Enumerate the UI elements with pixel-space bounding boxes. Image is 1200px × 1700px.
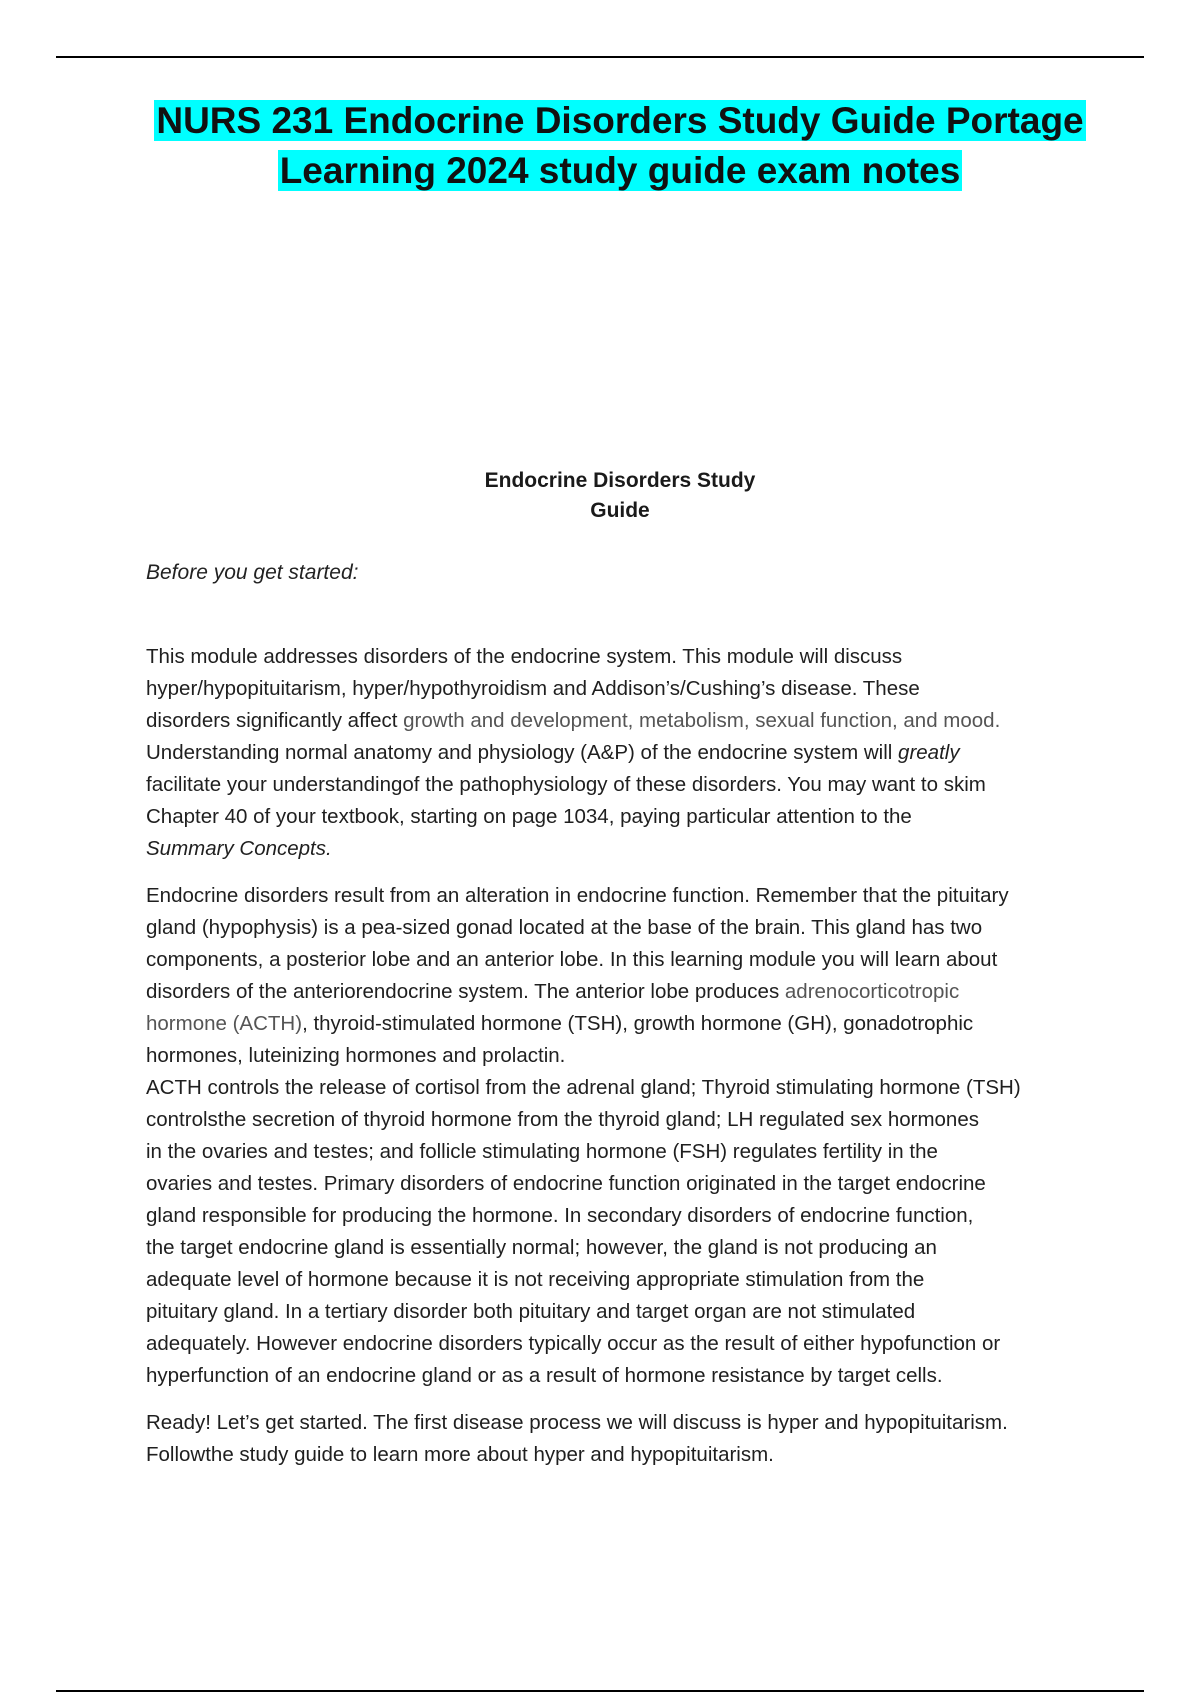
text-segment: disorders significantly affect — [146, 709, 404, 732]
text-line — [146, 737, 1106, 769]
title-line-1: NURS 231 Endocrine Disorders Study Guide Portage — [156, 100, 1084, 141]
text-line: adequate level of hormone because it is not receiving appropriate stimulation from the — [146, 1268, 925, 1291]
text-line: pituitary gland. In a tertiary disorder both pituitary and target organ are not stimulated — [146, 1300, 916, 1323]
text-line: ACTH controls the release of cortisol from the adrenal gland; Thyroid stimulating hormone (TSH) — [146, 1076, 1021, 1099]
intro-label: Before you get started: — [146, 561, 359, 584]
text-line: Ready! Let’s get started. The first disease process we will discuss is hyper and hypopituitarism. — [146, 1411, 1008, 1434]
paragraph-intro — [146, 641, 1106, 865]
top-rule — [56, 56, 1144, 58]
emphasis-greatly: greatly — [898, 741, 960, 764]
paragraph-endocrine-disorders — [146, 880, 1106, 1392]
emphasis-summary-concepts: Summary Concepts. — [146, 837, 332, 860]
text-segment: , thyroid-stimulated hormone (TSH), growth hormone (GH), gonadotrophic — [302, 1012, 974, 1035]
text-line: This module addresses disorders of the endocrine system. This module will discuss — [146, 645, 903, 668]
text-line: Followthe study guide to learn more about hyper and hypopituitarism. — [146, 1443, 774, 1466]
text-line: facilitate your understandingof the pathophysiology of these disorders. You may want to skim — [146, 773, 986, 796]
section-heading — [420, 466, 820, 526]
text-line: ovaries and testes. Primary disorders of endocrine function originated in the target endocrine — [146, 1172, 986, 1195]
text-segment: disorders of the anteriorendocrine system. The anterior lobe produces — [146, 980, 785, 1003]
text-line — [146, 705, 1106, 737]
text-line — [146, 976, 1106, 1008]
text-line: Endocrine disorders result from an alteration in endocrine function. Remember that the pituitary — [146, 884, 1009, 907]
section-heading-line-2: Guide — [590, 499, 650, 522]
section-heading-line-1: Endocrine Disorders Study — [484, 469, 756, 492]
text-line: components, a posterior lobe and an anterior lobe. In this learning module you will learn about — [146, 948, 998, 971]
text-line: the target endocrine gland is essentially normal; however, the gland is not producing an — [146, 1236, 937, 1259]
text-line: hyper/hypopituitarism, hyper/hypothyroidism and Addison’s/Cushing’s disease. These — [146, 677, 920, 700]
bottom-rule — [56, 1690, 1144, 1692]
text-line: Chapter 40 of your textbook, starting on page 1034, paying particular attention to the — [146, 805, 912, 828]
text-segment-soft: adrenocorticotropic — [784, 980, 960, 1003]
text-line: in the ovaries and testes; and follicle stimulating hormone (FSH) regulates fertility in the — [146, 1140, 938, 1163]
text-segment-soft: hormone (ACTH) — [146, 1012, 303, 1035]
text-line: adequately. However endocrine disorders typically occur as the result of either hypofunction or — [146, 1332, 1001, 1355]
title-line-2: Learning 2024 study guide exam notes — [279, 150, 961, 191]
text-line — [146, 833, 1106, 865]
text-line: hyperfunction of an endocrine gland or as a result of hormone resistance by target cells. — [146, 1364, 943, 1387]
text-line: controlsthe secretion of thyroid hormone from the thyroid gland; LH regulated sex hormones — [146, 1108, 979, 1131]
text-line — [146, 1008, 1106, 1040]
paragraph-get-started — [146, 1407, 1106, 1471]
text-segment-soft: growth and development, metabolism, sexual function, and mood. — [403, 709, 1001, 732]
document-title — [120, 96, 1120, 196]
text-line: hormones, luteinizing hormones and prolactin. — [146, 1044, 566, 1067]
text-segment: Understanding normal anatomy and physiology (A&P) of the endocrine system will — [146, 741, 899, 764]
text-line: gland responsible for producing the hormone. In secondary disorders of endocrine function, — [146, 1204, 974, 1227]
text-line: gland (hypophysis) is a pea-sized gonad located at the base of the brain. This gland has two — [146, 916, 983, 939]
